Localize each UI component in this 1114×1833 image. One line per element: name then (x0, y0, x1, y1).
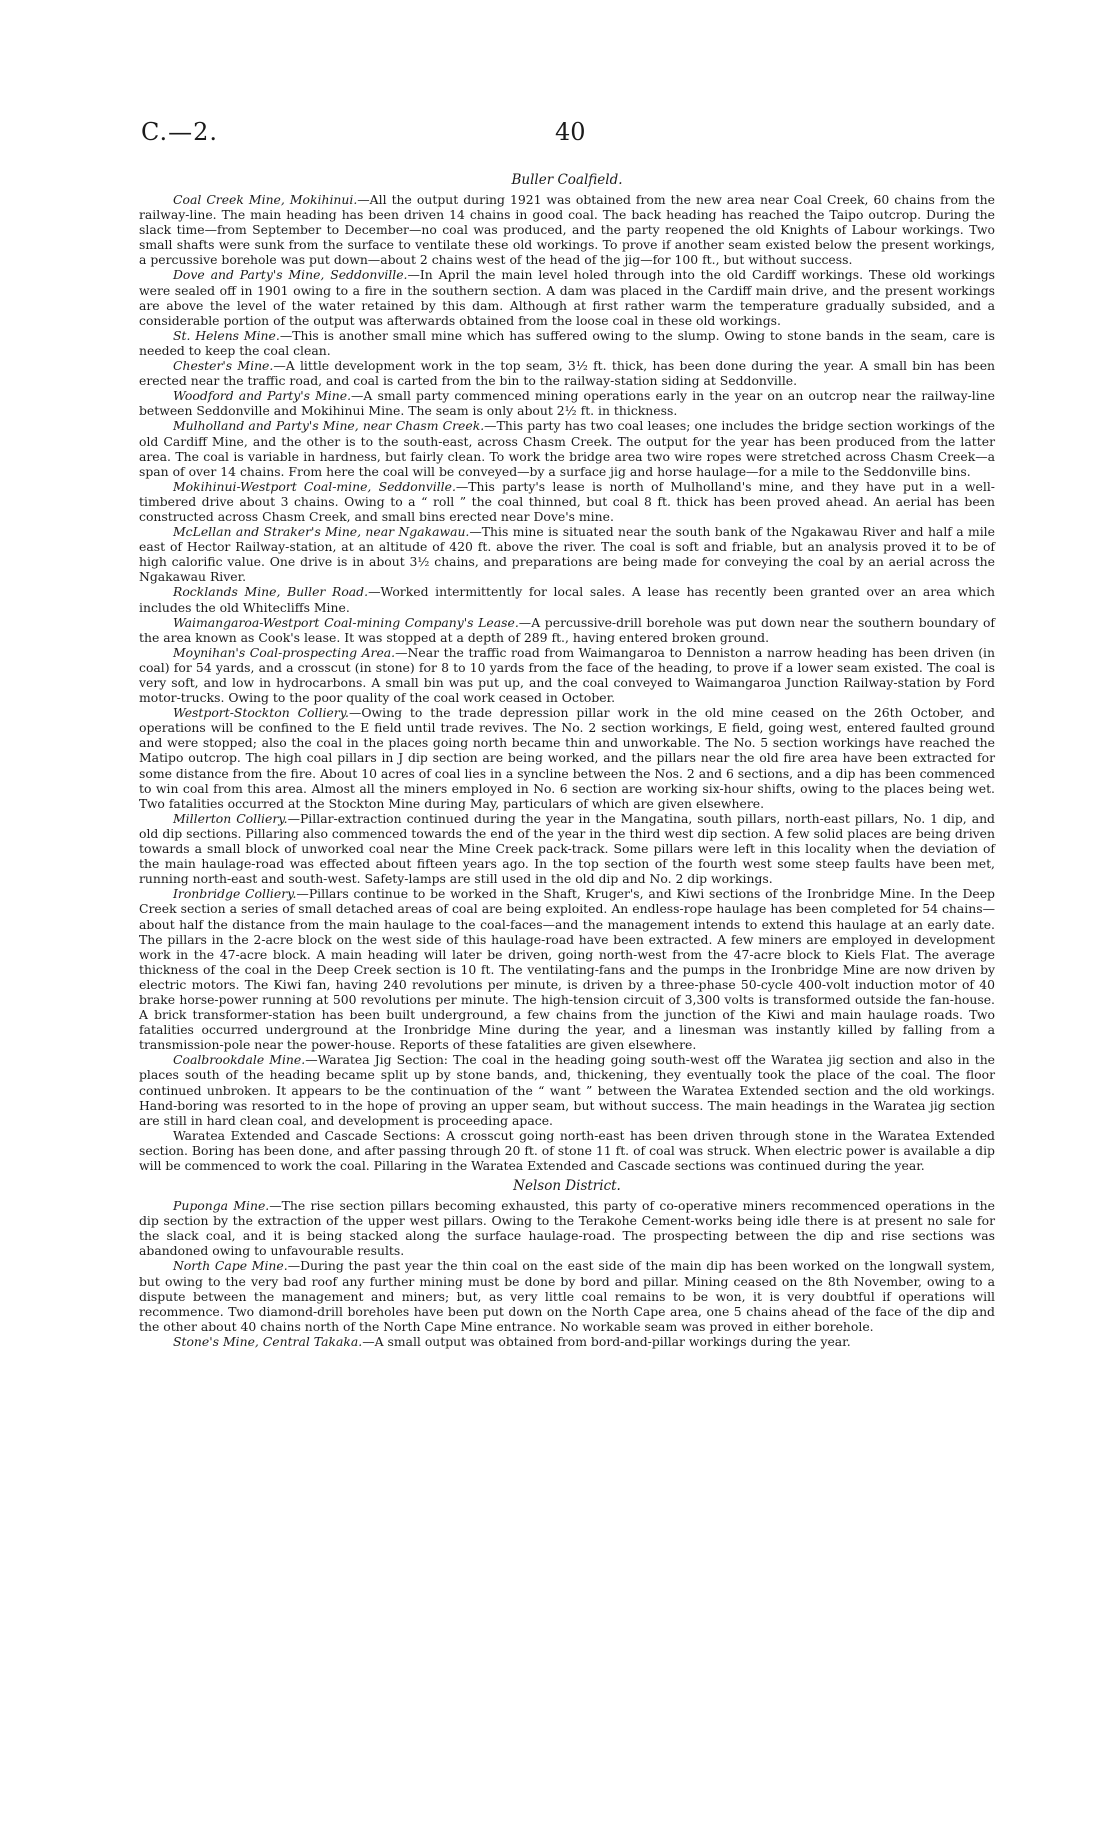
report-reference: C.—2. (141, 118, 219, 146)
paragraph-title: Rocklands Mine, Buller Road. (173, 584, 369, 600)
paragraph-text: —A percussive-drill borehole was put down near the southern boundary of the area known as Cook's lease. It was stopped at a depth of 289 ft., having entered broken ground. (139, 614, 995, 645)
paragraph-text: —All the output during 1921 was obtained from the new area near Coal Creek, 60 chains from the railway-line. The main heading has been driven 14 chains in good coal. The back heading has reached the Taipo outcrop. During the slack time—from September to December—no coal was produced, and the party reopened the old Knights of Labour workings. Two small shafts were sunk from the surface to ventilate these old workings. To prove if another seam existed below the present workings, a percussive borehole was put down—about 2 chains west of the head of the jig—for 100 ft., but without success. (139, 192, 995, 268)
paragraph-title: Ironbridge Colliery. (173, 886, 297, 902)
paragraph-mulholland (139, 418, 995, 478)
paragraph-title: Waimangaroa-Westport Coal-mining Company's Lease. (173, 614, 519, 630)
paragraph-coalbrookdale (139, 1052, 995, 1127)
paragraph-waratea-extended (139, 1128, 995, 1173)
paragraph-title: Woodford and Party's Mine. (173, 388, 352, 404)
document-body (139, 173, 995, 1349)
paragraph-text: —Near the traffic road from Waimangaroa to Denniston a narrow heading has been driven (in coal) for 54 yards, and a crosscut (in stone) for 8 to 10 yards from the face of the heading, to prove if a lower seam existed. The coal is very soft, and low in hydrocarbons. A small bin was put up, and the coal conveyed to Waimangaroa Junction Railway-station by Ford motor-trucks. Owing to the poor quality of the coal work ceased in October. (139, 644, 995, 706)
paragraph-st-helens (139, 328, 995, 358)
paragraph-ironbridge (139, 886, 995, 1052)
paragraph-text: —This is another small mine which has suffered owing to the slump. Owing to stone bands in the seam, care is needed to keep the coal clean. (139, 327, 995, 358)
page-number: 40 (555, 118, 586, 146)
paragraph-title: Puponga Mine. (173, 1198, 270, 1214)
paragraph-text: —This party has two coal leases; one includes the bridge section workings of the old Cardiff Mine, and the other is to the south-east, across Chasm Creek. The output for the year has been produced from the latter area. The coal is variable in hardness, but fairly clean. To work the bridge area two wire ropes were stretched across Chasm Creek—a span of over 14 chains. From here the coal will be conveyed—by a surface jig and horse haulage—for a mile to the Seddonville bins. (139, 418, 995, 479)
paragraph-mclellan (139, 524, 995, 584)
paragraph-title: Millerton Colliery. (173, 810, 288, 826)
paragraph-woodford (139, 388, 995, 418)
paragraph-text: —Owing to the trade depression pillar work in the old mine ceased on the 26th October, and operations will be confined to the E field until trade revives. The No. 2 section workings, E field, going west, entered faulted ground and were stopped; also the coal in the places going north became thin and unworkable. The No. 5 section workings have reached the Matipo outcrop. The high coal pillars in J dip section are being worked, and the pillars near the old fire area have been extracted for some distance from the fire. About 10 acres of coal lies in a syncline between the Nos. 2 and 6 sections, and a dip has been commenced to win coal from this area. Almost all the miners employed in No. 6 section are working six-hour shifts, owing to the places being wet. Two fatalities occurred at the Stockton Mine during May, particulars of which are given elsewhere. (139, 705, 995, 811)
paragraph-text: —Pillar-extraction continued during the year in the Mangatina, south pillars, north-east pillars, No. 1 dip, and old dip sections. Pillaring also commenced towards the end of the year in the third west dip section. A few solid places are being driven towards a small block of unworked coal near the Mine Creek pack-track. Some pillars were left in this locality when the deviation of the main haulage-road was effected about fifteen years ago. In the top section of the fourth west some steep faults have been met, running north-east and south-west. Safety-lamps are still used in the old dip and No. 2 dip workings. (139, 810, 995, 887)
paragraph-westport-stockton (139, 705, 995, 811)
section-heading-buller: Buller Coalfield. (511, 172, 623, 188)
paragraph-text: —In April the main level holed through into the old Cardiff workings. These old workings were sealed off in 1901 owing to a fire in the southern section. A dam was placed in the Cardiff main drive, and the present workings are above the level of the water retained by this dam. Although at first rather warm the temperature gradually subsided, and a considerable portion of the output was afterwards obtained from the loose coal in these old workings. (139, 267, 995, 328)
paragraph-rocklands (139, 584, 995, 614)
paragraph-title: Chester's Mine. (173, 358, 274, 374)
paragraph-text: —During the past year the thin coal on the east side of the main dip has been worked on the longwall system, but owing to the very bad roof any further mining must be done by bord and pillar. Mining ceased on the 8th November, owing to a dispute between the management and miners; but, as very little coal remains to be won, it is very doubtful if operations will recommence. Two diamond-drill boreholes have been put down on the North Cape area, one 5 chains ahead of the face of the dip and the other about 40 chains north of the North Cape Mine entrance. No workable seam was proved in either borehole. (139, 1258, 995, 1334)
paragraph-north-cape (139, 1258, 995, 1333)
paragraph-title: McLellan and Straker's Mine, near Ngakawau. (173, 524, 470, 540)
paragraph-text: Waratea Extended and Cascade Sections: A crosscut going north-east has been driven through stone in the Waratea Extended section. Boring has been done, and after passing through 20 ft. of stone 11 ft. of coal was struck. When electric power is available a dip will be commenced to work the coal. Pillaring in the Waratea Extended and Cascade sections was continued during the year. (139, 1127, 995, 1173)
paragraph-title: Dove and Party's Mine, Seddonville. (173, 267, 408, 283)
paragraph-text: —Waratea Jig Section: The coal in the heading going south-west off the Waratea jig section and also in the places south of the heading became split up by stone bands, and, thickening, they eventually took the place of the coal. The floor continued unbroken. It appears to be the continuation of the “ want ” between the Waratea Extended section and the old workings. Hand-boring was resorted to in the hope of proving an upper seam, but without success. The main headings in the Waratea jig section are still in hard clean coal, and development is proceeding apace. (139, 1052, 996, 1128)
paragraph-text: —Worked intermittently for local sales. A lease has recently been granted over an area which includes the old Whitecliffs Mine. (139, 584, 996, 615)
paragraph-waimangaroa (139, 615, 995, 645)
paragraph-title: Mokihinui-Westport Coal-mine, Seddonville. (173, 478, 456, 494)
section-heading-nelson: Nelson District. (513, 1178, 621, 1195)
paragraph-mokihinui-westport (139, 479, 995, 524)
paragraph-title: Coalbrookdale Mine. (173, 1052, 306, 1068)
paragraph-title: Mulholland and Party's Mine, near Chasm Creek. (173, 418, 485, 434)
paragraph-coal-creek (139, 192, 995, 267)
paragraph-title: Coal Creek Mine, Mokihinui. (173, 192, 358, 207)
paragraph-text: —This party's lease is north of Mulholland's mine, and they have put in a well-timbered drive about 3 chains. Owing to a “ roll ” the coal thinned, but coal 8 ft. thick has been proved ahead. An aerial has been constructed across Chasm Creek, and small bins erected near Dove's mine. (139, 478, 995, 524)
paragraph-text: —A small party commenced mining operations early in the year on an outcrop near the railway-line between Seddonville and Mokihinui Mine. The seam is only about 2½ ft. in thickness. (139, 388, 995, 419)
paragraph-title: St. Helens Mine. (173, 327, 280, 343)
paragraph-chester (139, 358, 995, 388)
paragraph-stones (139, 1334, 995, 1349)
paragraph-moynihan (139, 645, 995, 705)
paragraph-puponga (139, 1198, 995, 1258)
paragraph-text: —The rise section pillars becoming exhausted, this party of co-operative miners recommenced operations in the dip section by the extraction of the upper west pillars. Owing to the Terakohe Cement-works being idle there is at present no sale for the slack coal, and it is being stacked along the surface haulage-road. The prospecting between the dip and rise sections was abandoned owing to unfavourable results. (139, 1198, 995, 1259)
paragraph-text: —This mine is situated near the south bank of the Ngakawau River and half a mile east of Hector Railway-station, at an altitude of 420 ft. above the river. The coal is soft and friable, but an analysis proved it to be of high calorific value. One drive is in about 3½ chains, and preparations are being made for conveying the coal by an aerial across the Ngakawau River. (139, 524, 995, 585)
paragraph-title: Stone's Mine, Central Takaka. (173, 1333, 363, 1349)
paragraph-title: Moynihan's Coal-prospecting Area. (173, 644, 396, 660)
paragraph-text: —A little development work in the top seam, 3½ ft. thick, has been done during the year. A small bin has been erected near the traffic road, and coal is carted from the bin to the railway-station siding at Seddonville. (139, 358, 996, 389)
paragraph-title: North Cape Mine. (173, 1258, 288, 1274)
page-header (0, 118, 1114, 158)
paragraph-text: —A small output was obtained from bord-and-pillar workings during the year. (362, 1333, 851, 1349)
paragraph-millerton (139, 811, 995, 886)
paragraph-title: Westport-Stockton Colliery. (173, 705, 349, 721)
paragraph-dove (139, 267, 995, 327)
paragraph-text: —Pillars continue to be worked in the Shaft, Kruger's, and Kiwi sections of the Ironbridge Mine. In the Deep Creek section a series of small detached areas of coal are being exploited. An endless-rope haulage has been completed for 54 chains—about half the distance from the main haulage to the coal-faces—and the management intends to extend this haulage at an early date. The pillars in the 2-acre block on the west side of this haulage-road have been extracted. A few miners are employed in development work in the 47-acre block. A main heading will later be driven, going north-west from the 47-acre block to Kiels Flat. The average thickness of the coal in the Deep Creek section is 10 ft. The ventilating-fans and the pumps in the Ironbridge Mine are now driven by electric motors. The Kiwi fan, having 240 revolutions per minute, is driven by a three-phase 50-cycle 400-volt induction motor of 40 brake horse-power running at 500 revolutions per minute. The high-tension circuit of 3,300 volts is transformed outside the fan-house. A brick transformer-station has been built underground, a few chains from the junction of the Kiwi and main haulage roads. Two fatalities occurred underground at the Ironbridge Mine during the year, and a linesman was instantly killed by falling from a transmission-pole near the power-house. Reports of these fatalities are given elsewhere. (139, 886, 995, 1053)
